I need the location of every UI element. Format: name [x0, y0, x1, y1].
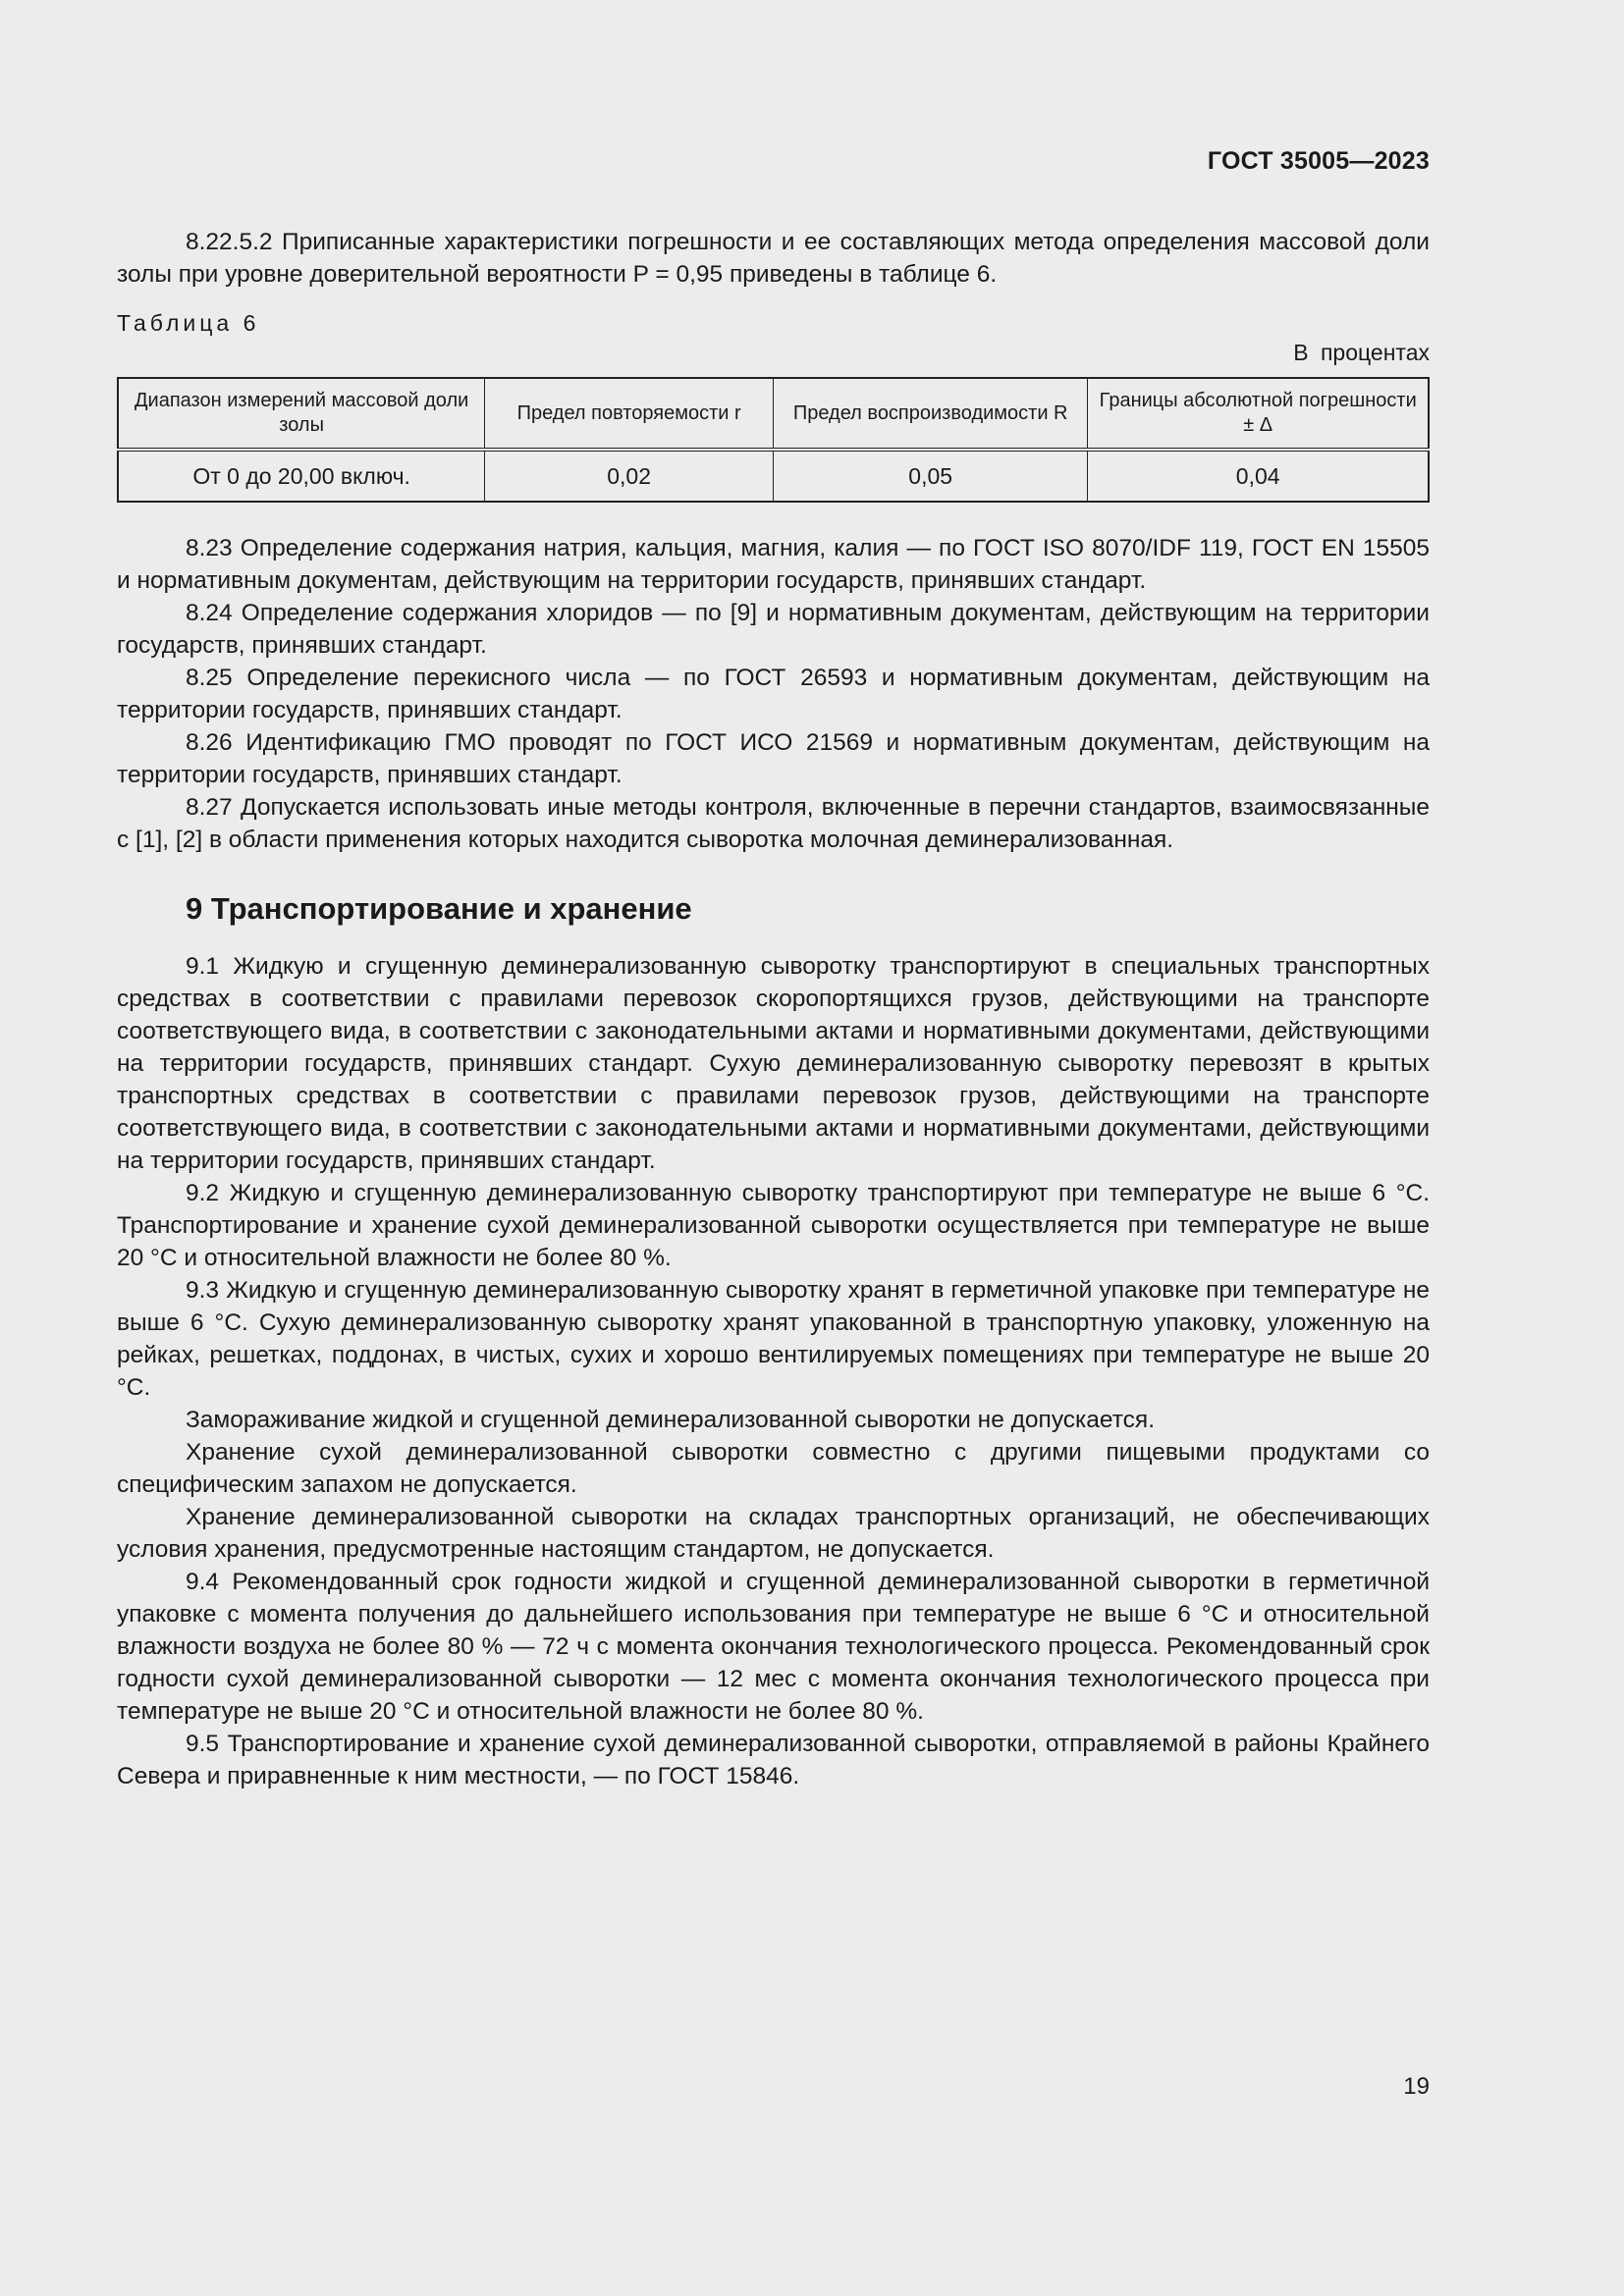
- page-content: [117, 226, 1430, 1792]
- section-9-paragraphs: [117, 950, 1430, 1792]
- table-header-row: [118, 378, 1429, 450]
- paragraph-9-5: 9.5 Транспортирование и хранение сухой деминерализованной сыворотки, отправляемой в районы Крайнего Севера и приравненные к ним местности, — по ГОСТ 15846.: [117, 1731, 1430, 1789]
- table-cell: 0,04: [1088, 450, 1429, 502]
- document-id-header: ГОСТ 35005—2023: [1207, 147, 1430, 175]
- paragraph-9-4: 9.4 Рекомендованный срок годности жидкой и сгущенной деминерализованной сыворотки в герметичной упаковке с момента получения до дальнейшего использования при температуре не выше 6 °С и относительной влажности воздуха не более 80 % — 72 ч с момента окончания технологического процесса. Рекомендованный срок годности сухой деминерализованной сыворотки — 12 мес с момента окончания технологического процесса при температуре не выше 20 °С и относительной влажности не более 80 %.: [117, 1569, 1430, 1725]
- paragraph-8-26: 8.26 Идентификацию ГМО проводят по ГОСТ ИСО 21569 и нормативным документам, действующим на территории государств, принявших стандарт.: [117, 729, 1430, 788]
- paragraph-8-23: 8.23 Определение содержания натрия, кальция, магния, калия — по ГОСТ ISO 8070/IDF 119, ГОСТ EN 15505 и нормативным документам, действующим на территории государств, принявших стандарт.: [117, 535, 1430, 594]
- paragraph-9-3: 9.3 Жидкую и сгущенную деминерализованную сыворотку хранят в герметичной упаковке при температуре не выше 6 °С. Сухую деминерализованную сыворотку хранят упакованной в транспортную упаковку, уложенную на рейках, решетках, поддонах, в чистых, сухих и хорошо вентилируемых помещениях при температуре не выше 20 °С.: [117, 1277, 1430, 1401]
- table-header-range: Диапазон измерений массовой доли золы: [118, 378, 485, 450]
- table-header-error-bounds: Границы абсолютной погрешности ± Δ: [1088, 378, 1429, 450]
- table-cell: 0,02: [485, 450, 774, 502]
- paragraph-8-27: 8.27 Допускается использовать иные методы контроля, включенные в перечни стандартов, взаимосвязанные с [1], [2] в области применения которых находится сыворотка молочная деминерализованная.: [117, 794, 1430, 853]
- section-9-title: 9 Транспортирование и хранение: [186, 891, 692, 926]
- table-cell: От 0 до 20,00 включ.: [118, 450, 485, 502]
- table-units: В процентах: [1293, 340, 1430, 365]
- paragraph-9-2: 9.2 Жидкую и сгущенную деминерализованную сыворотку транспортируют при температуре не выше 6 °С. Транспортирование и хранение сухой деминерализованной сыворотки осуществляется при температуре не выше 20 °С и относительной влажности не более 80 %.: [117, 1180, 1430, 1271]
- paragraph-8-25: 8.25 Определение перекисного числа — по ГОСТ 26593 и нормативным документам, действующим на территории государств, принявших стандарт.: [117, 665, 1430, 723]
- paragraph-8-22-5-2: 8.22.5.2 Приписанные характеристики погрешности и ее составляющих метода определения массовой доли золы при уровне доверительной вероятности P = 0,95 приведены в таблице 6.: [117, 229, 1430, 288]
- table-row: [118, 450, 1429, 502]
- section-8-paragraphs: [117, 532, 1430, 856]
- page-number: 19: [1403, 2073, 1430, 2100]
- table-cell: 0,05: [773, 450, 1087, 502]
- paragraph-9-3-freezing: Замораживание жидкой и сгущенной деминерализованной сыворотки не допускается.: [186, 1407, 1156, 1433]
- paragraph-9-3-joint-storage: Хранение сухой деминерализованной сыворотки совместно с другими пищевыми продуктами со специфическим запахом не допускается.: [117, 1439, 1430, 1498]
- paragraph-8-24: 8.24 Определение содержания хлоридов — по [9] и нормативным документам, действующим на территории государств, принявших стандарт.: [117, 600, 1430, 659]
- table-header-repeatability: Предел повторяемости r: [485, 378, 774, 450]
- table-header-reproducibility: Предел воспроизводимости R: [773, 378, 1087, 450]
- table-6-block: [117, 308, 1430, 503]
- table-label: Таблица 6: [117, 310, 260, 336]
- paragraph-9-1: 9.1 Жидкую и сгущенную деминерализованную сыворотку транспортируют в специальных транспортных средствах в соответствии с правилами перевозок скоропортящихся грузов, действующими на транспорте соответствующего вида, в соответствии с законодательными актами и нормативными документами, действующими на территории государств, принявших стандарт. Сухую деминерализованную сыворотку перевозят в крытых транспортных средствах в соответствии с правилами перевозок грузов, действующими на транспорте соответствующего вида, в соответствии с законодательными актами и нормативными документами, действующими на территории государств, принявших стандарт.: [117, 953, 1430, 1174]
- paragraph-9-3-warehouses: Хранение деминерализованной сыворотки на складах транспортных организаций, не обеспечивающих условия хранения, предусмотренные настоящим стандартом, не допускается.: [117, 1504, 1430, 1563]
- table-6: [117, 377, 1430, 503]
